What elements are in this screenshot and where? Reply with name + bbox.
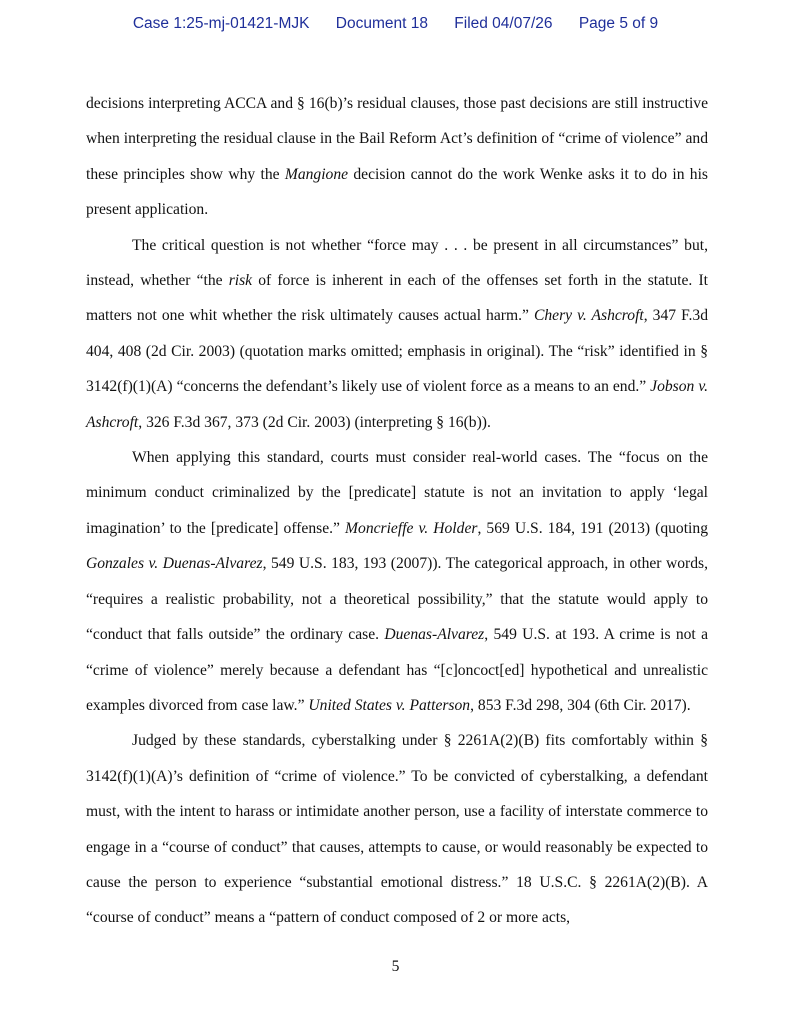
text-span: decisions interpreting ACCA and § 16(b)’s residual clauses, those past decisions are still instructive when interpreting the residual clause in the Bail Reform Act’s definition of “crime of violence” and these principles show why the xyxy=(86,95,708,183)
text-span: , 549 U.S. 183, 193 (2007)). The categorical approach, in other words, “requires a realistic probability, not a theoretical possibility,” that the statute would apply to “conduct that falls outside” the ordinary case. xyxy=(86,555,708,644)
case-name: United States v. Patterson xyxy=(308,696,471,714)
text-span: , 569 U.S. 184, 191 (2013) (quoting xyxy=(477,519,708,537)
text-span: decision cannot do the work Wenke asks it to do in his present application. xyxy=(86,165,708,219)
text-span: , 347 F.3d 404, 408 (2d Cir. 2003) (quotation marks omitted; emphasis in original). The “risk” identified in § 3142(f)(1)(A) “concerns the defendant’s likely use of violent force as a means to an end.” xyxy=(86,307,708,396)
text-span: , 326 F.3d 367, 373 (2d Cir. 2003) (interpreting § 16(b)). xyxy=(138,413,491,431)
text-span: Judged by these standards, cyberstalking under § 2261A(2)(B) fits comfortably within § 3142(f)(1)(A)’s definition of “crime of violence.” To be convicted of cyberstalking, a defendant must, with the intent to harass or intimidate another person, use a facility of interstate commerce to engage in a “course of conduct” that causes, attempts to cause, or would reasonably be expected to cause the person to experience “substantial emotional distress.” 18 U.S.C. § 2261A(2)(B). A “course of conduct” means a “pattern of conduct composed of 2 or more acts, xyxy=(86,732,708,927)
case-name: Moncrieffe v. Holder xyxy=(345,519,478,537)
page-number: 5 xyxy=(391,958,400,975)
paragraph-2 xyxy=(86,228,708,440)
text-span: When applying this standard, courts must consider real-world cases. The “focus on the minimum conduct criminalized by the [predicate] statute is not an invitation to apply ‘legal imagination’ to the [predicate] offense.” xyxy=(86,449,708,537)
filed-date: Filed 04/07/26 xyxy=(454,15,553,32)
paragraph-4 xyxy=(86,723,708,935)
paragraph-1 xyxy=(86,86,708,228)
paragraph-3 xyxy=(86,440,708,723)
case-number: Case 1:25-mj-01421-MJK xyxy=(132,15,310,32)
emphasis: risk xyxy=(228,272,253,290)
text-span: The critical question is not whether “force may . . . be present in all circumstances” but, instead, whether “the xyxy=(86,236,708,290)
text-span: , 549 U.S. at 193. A crime is not a “crime of violence” merely because a defendant has “[c]oncoct[ed] hypothetical and unrealistic examples divorced from case law.” xyxy=(86,626,708,714)
text-span: , 853 F.3d 298, 304 (6th Cir. 2017). xyxy=(470,696,691,714)
case-name: Mangione xyxy=(284,165,349,183)
document-number: Document 18 xyxy=(335,15,428,32)
case-name: Duenas-Alvarez xyxy=(384,626,485,644)
case-name: Chery v. Ashcroft xyxy=(533,307,644,325)
page-of-pages: Page 5 of 9 xyxy=(578,15,659,32)
case-name: Gonzales v. Duenas-Alvarez xyxy=(86,555,263,573)
case-header xyxy=(0,15,791,33)
document-body xyxy=(86,86,708,936)
text-span: of force is inherent in each of the offenses set forth in the statute. It matters not one whit whether the risk ultimately causes actual harm.” xyxy=(86,272,708,325)
case-name: Jobson v. Ashcroft xyxy=(86,378,708,431)
